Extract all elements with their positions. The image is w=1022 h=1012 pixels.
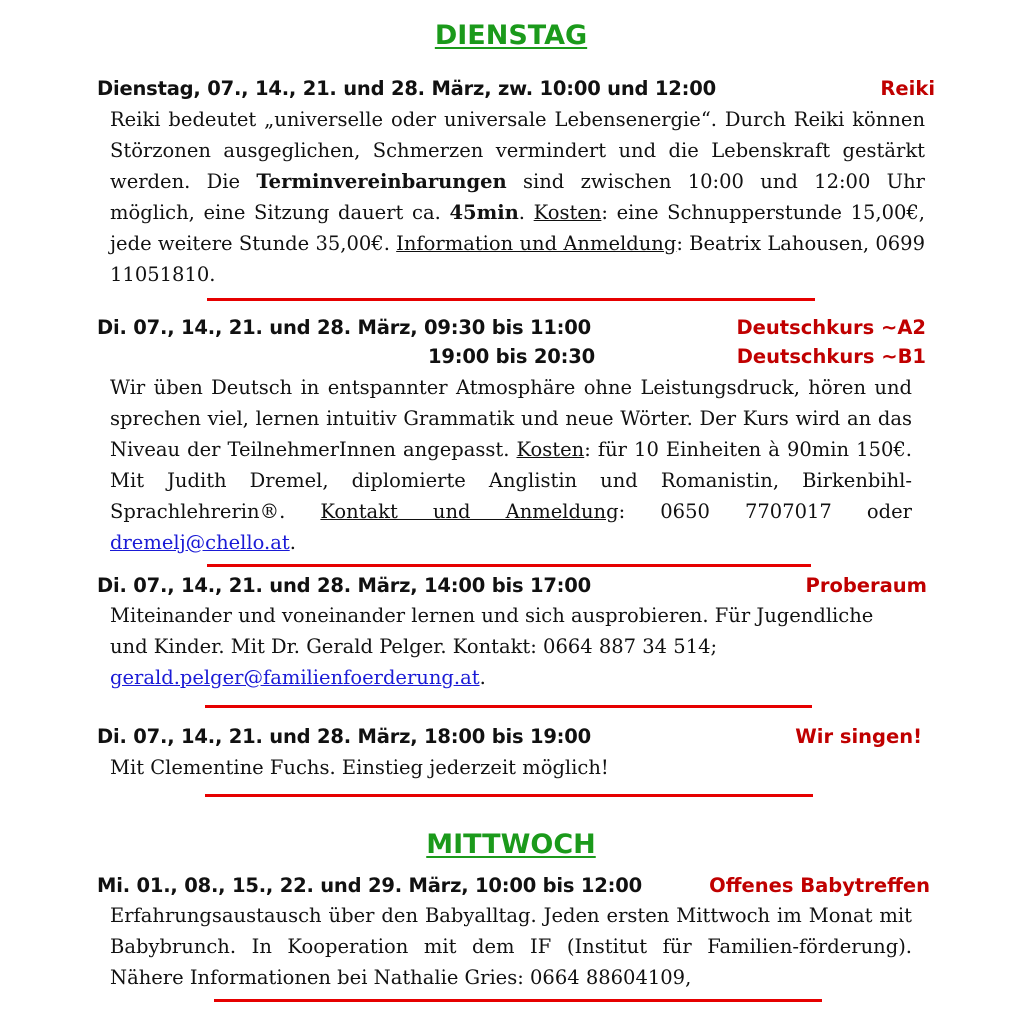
event-heading-deutschkurs-evening: 19:00 bis 20:30	[428, 345, 595, 368]
divider	[214, 999, 822, 1002]
event-tag-deutschkurs-b1: Deutschkurs ~B1	[736, 345, 926, 368]
email-link-pelger[interactable]: gerald.pelger@familienfoerderung.at	[110, 666, 480, 689]
divider	[205, 705, 812, 708]
event-heading-proberaum: Di. 07., 14., 21. und 28. März, 14:00 bis 17:00	[97, 574, 592, 597]
event-tag-proberaum: Proberaum	[805, 574, 927, 597]
event-heading-singen: Di. 07., 14., 21. und 28. März, 18:00 bis 19:00	[97, 725, 592, 748]
event-heading-deutschkurs: Di. 07., 14., 21. und 28. März, 09:30 bis 11:00	[97, 316, 592, 339]
event-tag-babytreffen: Offenes Babytreffen	[709, 874, 930, 897]
day-title-mittwoch: MITTWOCH	[426, 829, 596, 860]
divider	[207, 298, 815, 301]
divider	[205, 794, 813, 797]
divider	[207, 564, 811, 567]
event-heading-reiki: Dienstag, 07., 14., 21. und 28. März, zw. 10:00 und 12:00	[97, 77, 716, 100]
event-text-proberaum: Miteinander und voneinander lernen und sich ausprobieren. Für Jugendliche und Kinder. Mit Dr. Gerald Pelger. Kontakt: 0664 887 34 514; gerald.pelger@familienfoerderung.at.	[110, 604, 874, 689]
event-heading-babytreffen: Mi. 01., 08., 15., 22. und 29. März, 10:00 bis 12:00	[97, 874, 642, 897]
email-link-dremel[interactable]: dremelj@chello.at	[110, 531, 290, 554]
event-text-singen: Mit Clementine Fuchs. Einstieg jederzeit möglich!	[110, 756, 609, 779]
event-tag-singen: Wir singen!	[795, 725, 922, 748]
day-title-dienstag: DIENSTAG	[434, 20, 588, 51]
event-text-reiki: Reiki bedeutet „universelle oder universale Lebensenergie“. Durch Reiki können Störzonen ausgeglichen, Schmerzen vermindert und die Lebenskraft gestärkt werden. Die Terminvereinbarungen sind zwischen 10:00 und 12:00 Uhr möglich, eine Sitzung dauert ca. 45min. Kosten: eine Schnupperstunde 15,00€, jede weitere Stunde 35,00€. Information und Anmeldung: Beatrix Lahousen, 0699 11051810.	[110, 108, 925, 286]
event-text-deutschkurs: Wir üben Deutsch in entspannter Atmosphäre ohne Leistungsdruck, hören und sprechen viel, lernen intuitiv Grammatik und neue Wörter. Der Kurs wird an das Niveau der TeilnehmerInnen angepasst. Kosten: für 10 Einheiten à 90min 150€. Mit Judith Dremel, diplomierte Anglistin und Romanistin, Birkenbihl-Sprachlehrerin®. Kontakt und Anmeldung: 0650 7707017 oder dremelj@chello.at.	[110, 376, 912, 554]
event-tag-reiki: Reiki	[880, 77, 935, 100]
event-text-babytreffen: Erfahrungsaustausch über den Babyalltag. Jeden ersten Mittwoch im Monat mit Babybrunch. In Kooperation mit dem IF (Institut für Familien-förderung). Nähere Informationen bei Nathalie Gries: 0664 88604109,	[110, 904, 912, 989]
event-tag-deutschkurs-a2: Deutschkurs ~A2	[736, 316, 926, 339]
